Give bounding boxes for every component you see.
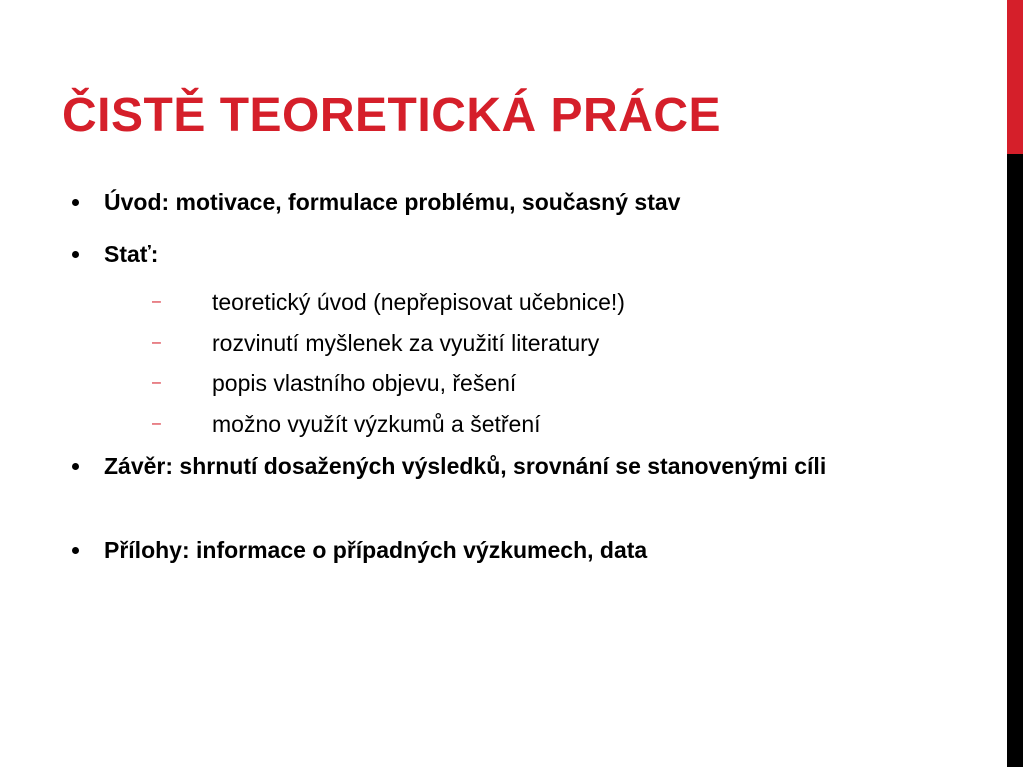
dash-marker: –	[152, 415, 161, 432]
sub-item-text: teoretický úvod (nepřepisovat učebnice!)	[212, 289, 625, 315]
bullet-dot	[72, 251, 79, 258]
bullet-item-stat	[72, 238, 972, 270]
sub-item-text: popis vlastního objevu, řešení	[212, 370, 517, 396]
bullet-item-uvod	[72, 186, 972, 218]
bullet-item-zaver	[72, 450, 972, 514]
dash-marker: –	[152, 293, 161, 310]
dash-marker: –	[152, 374, 161, 391]
bullet-text: Stať:	[104, 241, 159, 267]
sub-item-text: rozvinutí myšlenek za využití literatury	[212, 330, 600, 356]
sub-item-text: možno využít výzkumů a šetření	[212, 411, 541, 437]
bullet-dot	[72, 463, 79, 470]
side-accent-bar-black	[1007, 154, 1023, 767]
bullet-text: Přílohy: informace o případných výzkumech, data	[104, 537, 648, 563]
slide-title: ČISTĚ TEORETICKÁ PRÁCE	[62, 89, 722, 142]
bullet-dot	[72, 547, 79, 554]
bullet-item-prilohy	[72, 534, 972, 566]
dash-marker: –	[152, 334, 161, 351]
bullet-dot	[72, 199, 79, 206]
bullet-text: Úvod: motivace, formulace problému, současný stav	[104, 189, 681, 215]
side-accent-bar-red	[1007, 0, 1023, 154]
bullet-text: Závěr: shrnutí dosažených výsledků, srovnání se stanovenými cíli	[104, 453, 827, 479]
